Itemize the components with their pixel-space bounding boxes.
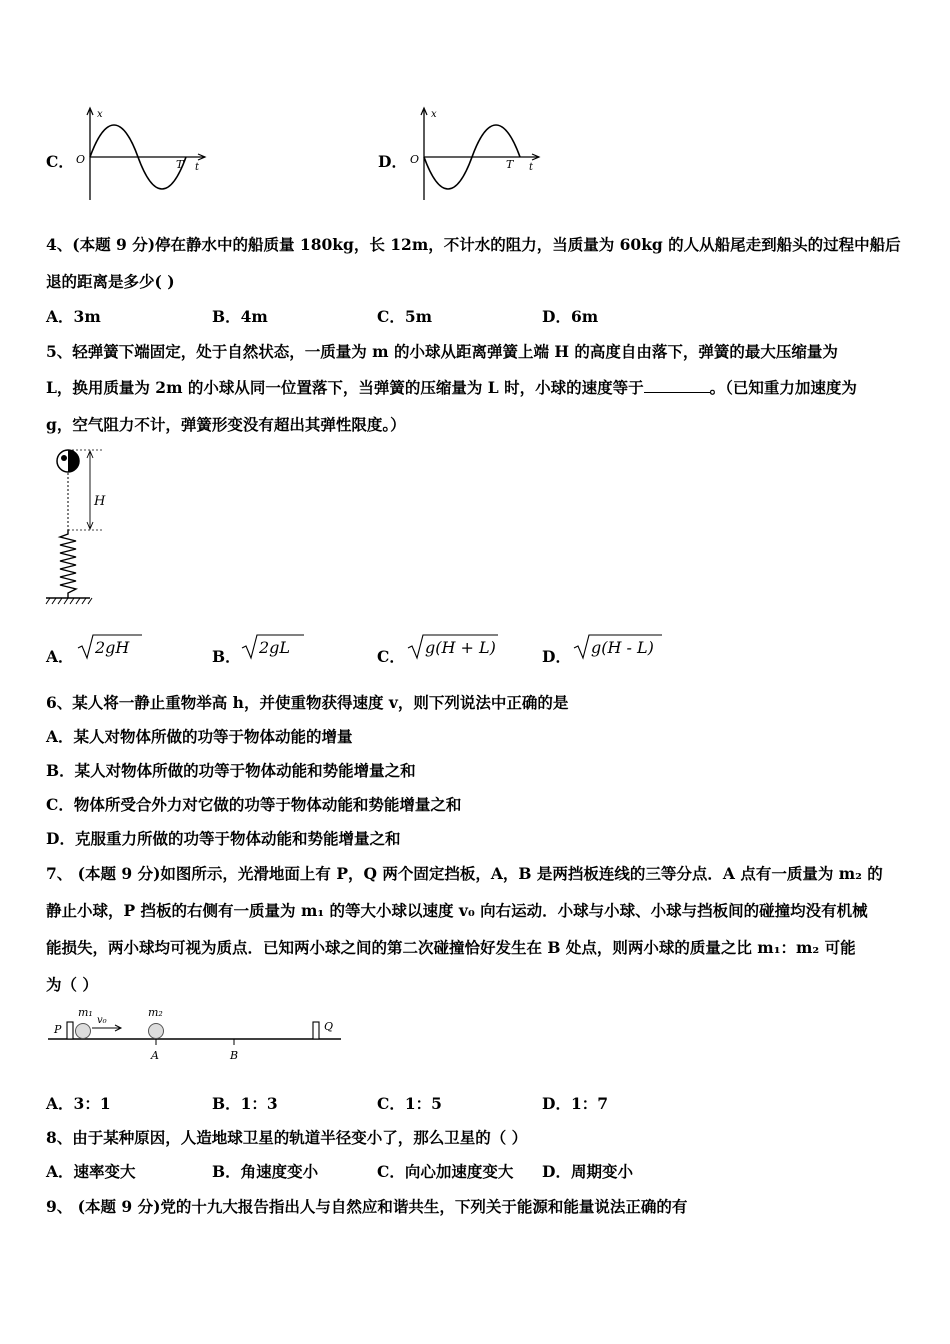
q7-label-m2: m₂ <box>148 1006 163 1019</box>
q6-option-c: C．物体所受合外力对它做的功等于物体动能和势能增量之和 <box>46 795 462 814</box>
q7-line4: 为（ ） <box>46 975 98 994</box>
q6-option-a: A．某人对物体所做的功等于物体动能的增量 <box>46 727 353 746</box>
q3c-origin: O <box>76 153 86 166</box>
q3d-origin: O <box>410 153 420 166</box>
q5-option-d-value: g(H - L) <box>591 638 654 657</box>
q8-stem: 8、由于某种原因，人造地球卫星的轨道半径变小了，那么卫星的（ ） <box>46 1128 528 1147</box>
q7-line3: 能损失，两小球均可视为质点．已知两小球之间的第二次碰撞恰好发生在 B 处点，则两小球的质量之比 m₁：m₂ 可能 <box>46 938 856 957</box>
q4-option-d: D．6m <box>542 307 599 326</box>
q5-option-a-value: 2gH <box>95 638 130 657</box>
q3c-axis-x: x <box>97 109 103 120</box>
q7-line1: 7、 (本题 9 分)如图所示，光滑地面上有 P，Q 两个固定挡板，A，B 是两挡板连线的三等分点．A 点有一质量为 m₂ 的 <box>46 864 883 883</box>
q5-answer-blank <box>644 378 710 393</box>
q7-label-m1: m₁ <box>78 1006 93 1019</box>
q5-line2: L，换用质量为 2m 的小球从同一位置落下，当弹簧的压缩量为 L 时，小球的速度等于 。（已知重力加速度为 <box>46 378 857 397</box>
q7-label-a: A <box>151 1049 159 1062</box>
q8-option-d: D．周期变小 <box>542 1162 633 1181</box>
q5-option-b-value: 2gL <box>259 638 291 657</box>
q7-option-c: C．1：5 <box>377 1094 442 1113</box>
q4-option-b: B．4m <box>212 307 268 326</box>
q7-label-b: B <box>230 1049 239 1062</box>
q3-graph-d <box>404 105 554 205</box>
q3-graph-c <box>70 105 220 205</box>
q8-option-b: B．角速度变小 <box>212 1162 319 1181</box>
q4-option-a: A．3m <box>46 307 101 326</box>
q3d-tick-t: T <box>506 158 514 171</box>
q3-option-c-label: C． <box>46 152 74 171</box>
q3c-axis-t: t <box>195 162 200 173</box>
q9-stem: 9、 (本题 9 分)党的十九大报告指出人与自然应和谐共生，下列关于能源和能量说法正确的有 <box>46 1197 688 1216</box>
q5-option-b-sqrt <box>240 632 310 662</box>
q3-option-d-label: D． <box>378 152 407 171</box>
q5-line1: 5、轻弹簧下端固定，处于自然状态，一质量为 m 的小球从距离弹簧上端 H 的高度自由落下，弹簧的最大压缩量为 <box>46 342 838 361</box>
q7-option-b: B．1：3 <box>212 1094 278 1113</box>
q8-option-a: A．速率变大 <box>46 1162 136 1181</box>
q7-line2: 静止小球，P 挡板的右侧有一质量为 m₁ 的等大小球以速度 v₀ 向右运动．小球与小球、小球与挡板间的碰撞均没有机械 <box>46 901 868 920</box>
q5-option-c-value: g(H + L) <box>425 638 496 657</box>
q7-option-a: A．3：1 <box>46 1094 111 1113</box>
q6-stem: 6、某人将一静止重物举高 h，并使重物获得速度 v，则下列说法中正确的是 <box>46 693 569 712</box>
q5-option-d: D． <box>542 647 571 666</box>
q5-option-a: A． <box>46 647 74 666</box>
q5-spring-figure <box>44 448 134 613</box>
q6-option-b: B．某人对物体所做的功等于物体动能和势能增量之和 <box>46 761 416 780</box>
q4-line2: 退的距离是多少( ) <box>46 272 175 291</box>
q5-option-c: C． <box>377 647 405 666</box>
q4-option-c: C．5m <box>377 307 433 326</box>
q7-figure <box>46 1002 346 1067</box>
q7-label-v0: v₀ <box>97 1015 107 1026</box>
q7-label-p: P <box>54 1023 62 1036</box>
q7-label-q: Q <box>324 1020 334 1033</box>
q3c-tick-t: T <box>176 158 184 171</box>
q3d-axis-t: t <box>529 162 534 173</box>
q4-line1: 4、(本题 9 分)停在静水中的船质量 180kg，长 12m，不计水的阻力，当质量为 60kg 的人从船尾走到船头的过程中船后 <box>46 235 901 254</box>
q7-option-d: D．1：7 <box>542 1094 609 1113</box>
q6-option-d: D．克服重力所做的功等于物体动能和势能增量之和 <box>46 829 401 848</box>
q5-option-a-sqrt <box>76 632 146 662</box>
q5-option-c-sqrt <box>406 632 506 662</box>
q3d-axis-x: x <box>431 109 437 120</box>
q5-figure-h: H <box>94 494 106 509</box>
q5-option-d-sqrt <box>572 632 672 662</box>
q5-option-b: B． <box>212 647 241 666</box>
q5-line3: g，空气阻力不计，弹簧形变没有超出其弹性限度。） <box>46 415 406 434</box>
q8-option-c: C．向心加速度变大 <box>377 1162 514 1181</box>
